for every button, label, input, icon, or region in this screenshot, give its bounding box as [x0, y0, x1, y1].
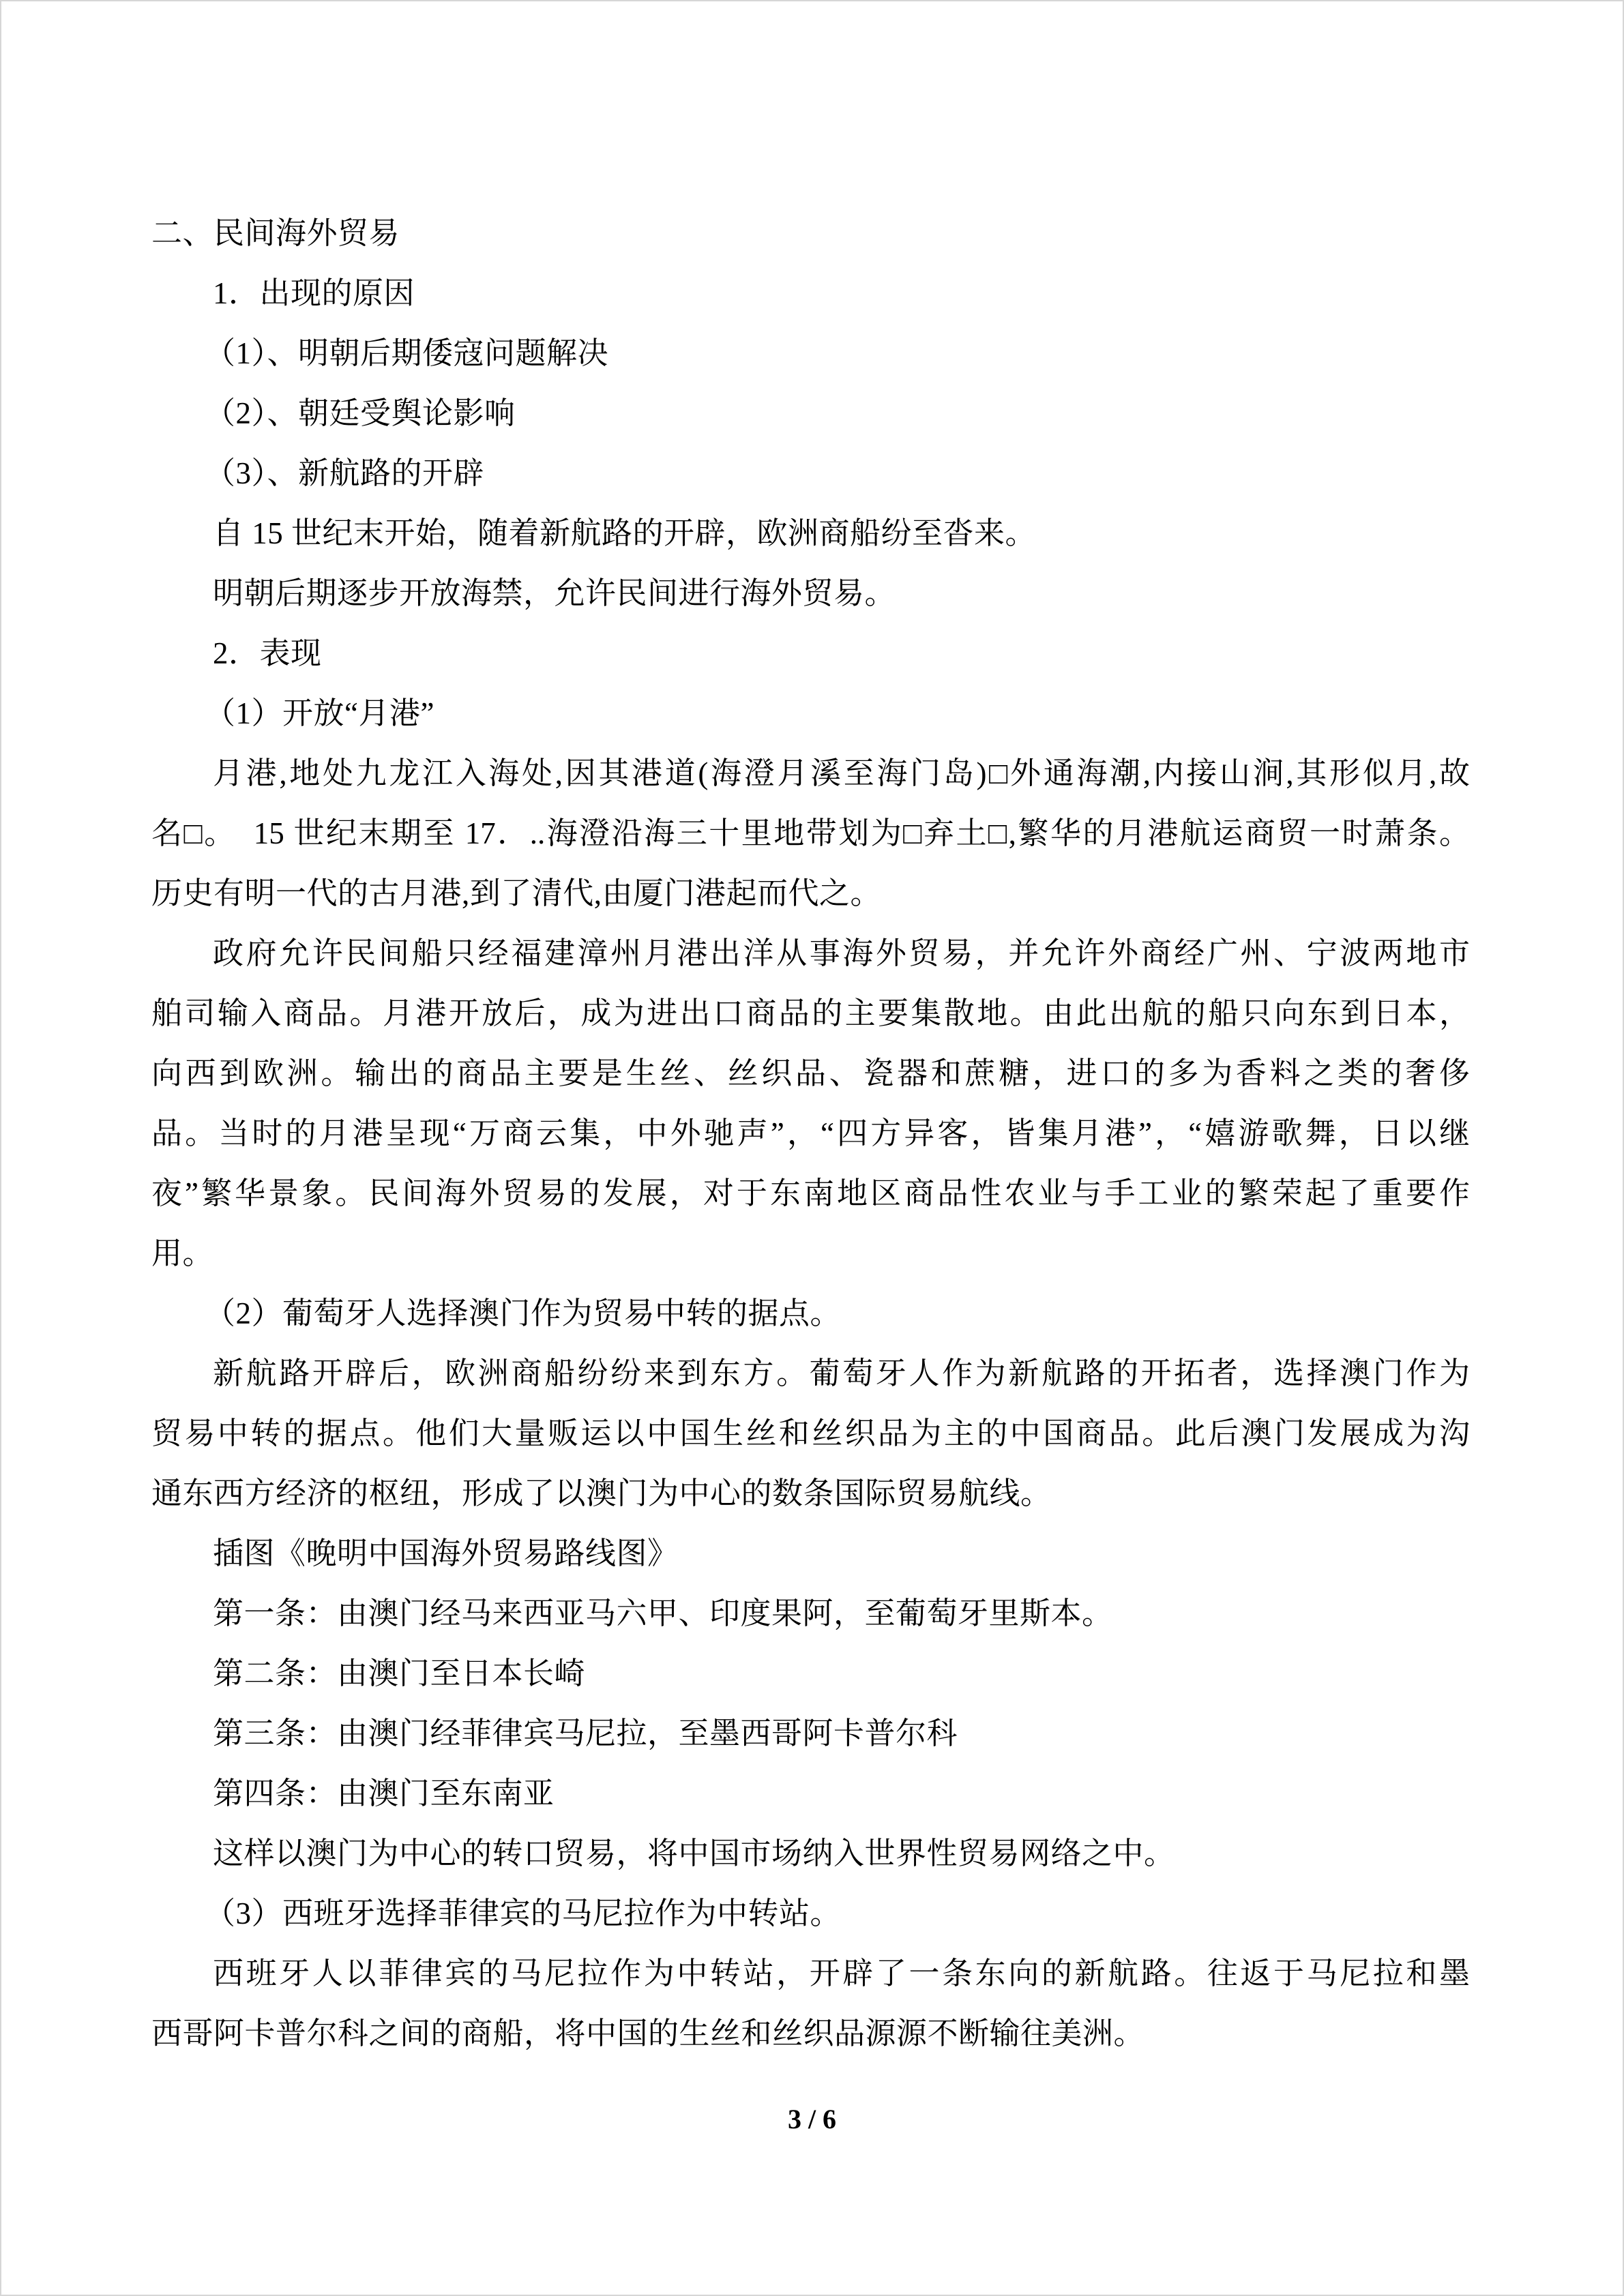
text-line: 插图《晚明中国海外贸易路线图》 [213, 1536, 679, 1570]
text-line: 用。 [151, 1236, 214, 1270]
text-line: 第四条：由澳门至东南亚 [213, 1776, 555, 1810]
text-line: 历史有明一代的古月港,到了清代,由厦门港起而代之。 [151, 876, 882, 910]
text-line: 西班牙人以菲律宾的马尼拉作为中转站，开辟了一条东向的新航路。往返于马尼拉和墨 [213, 1956, 1470, 1991]
text-line: 这样以澳门为中心的转口贸易，将中国市场纳入世界性贸易网络之中。 [213, 1836, 1175, 1870]
text-line: 二、民间海外贸易 [151, 216, 400, 250]
text-line: 品。当时的月港呈现“万商云集，中外驰声”，“四方异客，皆集月港”，“嬉游歌舞，日以继 [151, 1116, 1470, 1150]
text-line: 新航路开辟后，欧洲商船纷纷来到东方。葡萄牙人作为新航路的开拓者，选择澳门作为 [213, 1356, 1470, 1390]
text-line: 通东西方经济的枢纽，形成了以澳门为中心的数条国际贸易航线。 [151, 1476, 1052, 1510]
document-body [151, 203, 1470, 2063]
text-line: 明朝后期逐步开放海禁，允许民间进行海外贸易。 [213, 576, 896, 610]
text-line: （3）西班牙选择菲律宾的马尼拉作为中转站。 [205, 1896, 842, 1930]
text-line: （1）开放“月港” [205, 696, 434, 730]
text-line: 贸易中转的据点。他们大量贩运以中国生丝和丝织品为主的中国商品。此后澳门发展成为沟 [151, 1416, 1470, 1450]
text-line: 西哥阿卡普尔科之间的商船，将中国的生丝和丝织品源源不断输往美洲。 [151, 2016, 1145, 2051]
text-line: 舶司输入商品。月港开放后，成为进出口商品的主要集散地。由此出航的船只向东到日本， [151, 996, 1470, 1030]
text-line: （1）、明朝后期倭寇问题解决 [205, 336, 609, 370]
text-line: 夜”繁华景象。民间海外贸易的发展，对于东南地区商品性农业与手工业的繁荣起了重要作 [151, 1176, 1470, 1210]
page-number: 3 / 6 [787, 2104, 837, 2134]
text-line: 第一条：由澳门经马来西亚马六甲、印度果阿，至葡萄牙里斯本。 [213, 1596, 1113, 1630]
text-line: 第三条：由澳门经菲律宾马尼拉，至墨西哥阿卡普尔科 [213, 1716, 958, 1750]
text-line: 1．出现的原因 [213, 276, 415, 310]
text-line: （2）葡萄牙人选择澳门作为贸易中转的据点。 [205, 1296, 842, 1330]
text-line: 2．表现 [213, 636, 322, 670]
text-line: 自 15 世纪末开始，随着新航路的开辟，欧洲商船纷至沓来。 [213, 516, 1037, 550]
text-line: 政府允许民间船只经福建漳州月港出洋从事海外贸易，并允许外商经广州、宁波两地市 [213, 936, 1470, 970]
text-line: （2）、朝廷受舆论影响 [205, 396, 516, 430]
text-line: 第二条：由澳门至日本长崎 [213, 1656, 586, 1690]
text-line: 名□。 15 世纪末期至 17．..海澄沿海三十里地带划为□弃土□,繁华的月港航运商贸一时萧条。 [151, 816, 1470, 850]
text-line: 向西到欧洲。输出的商品主要是生丝、丝织品、瓷器和蔗糖，进口的多为香料之类的奢侈 [151, 1056, 1470, 1090]
text-line: 月港,地处九龙江入海处,因其港道(海澄月溪至海门岛)□外通海潮,内接山涧,其形似月,故 [213, 756, 1470, 790]
text-line: （3）、新航路的开辟 [205, 456, 485, 490]
